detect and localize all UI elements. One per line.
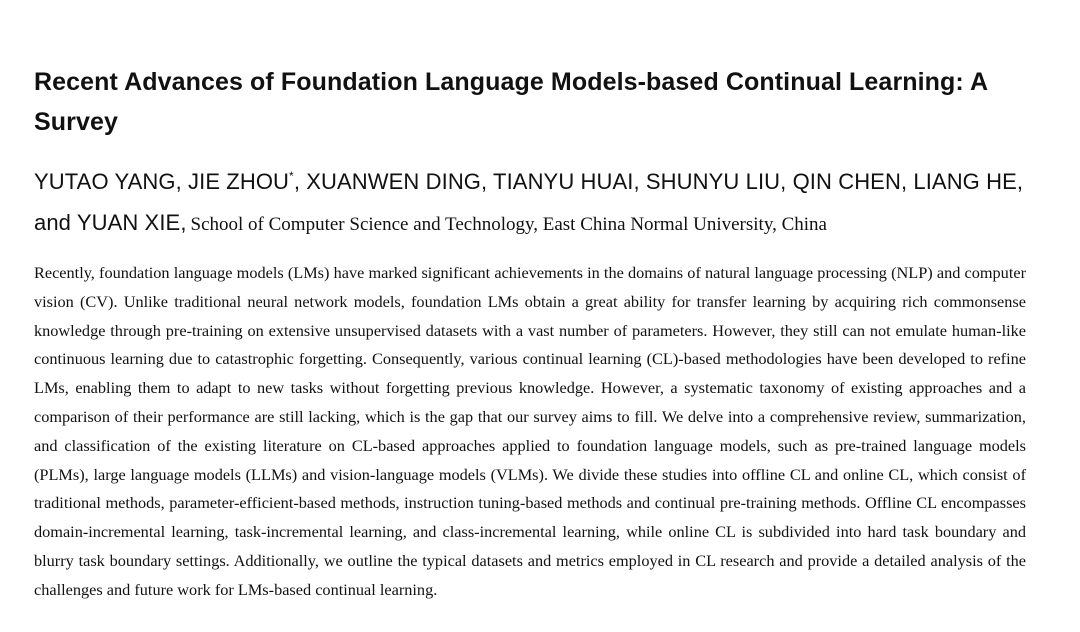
paper-header bbox=[34, 62, 1026, 605]
corresponding-author-mark: * bbox=[289, 169, 294, 183]
affiliation: School of Computer Science and Technology, East China Normal University, China bbox=[190, 214, 827, 235]
author-names-part-2: , XUANWEN DING, TIANYU HUAI, SHUNYU LIU, QIN CHEN, LIANG HE, and YUAN XIE, bbox=[34, 169, 1024, 235]
paper-title: Recent Advances of Foundation Language Models-based Continual Learning: A Survey bbox=[34, 68, 988, 136]
author-affiliation-block bbox=[34, 163, 1026, 245]
abstract-text: Recently, foundation language models (LMs) have marked significant achievements in the domains of natural language processing (NLP) and computer vision (CV). Unlike traditional neural network models, foundation LMs obtain a great ability for transfer learning by acquiring rich commonsense knowledge through pre-training on extensive unsupervised datasets with a vast number of parameters. However, they still can not emulate human-like continuous learning due to catastrophic forgetting. Consequently, various continual learning (CL)-based methodologies have been developed to refine LMs, enabling them to adapt to new tasks without forgetting previous knowledge. However, a systematic taxonomy of existing approaches and a comparison of their performance are still lacking, which is the gap that our survey aims to fill. We delve into a comprehensive review, summarization, and classification of the existing literature on CL-based approaches applied to foundation language models, such as pre-trained language models (PLMs), large language models (LLMs) and vision-language models (VLMs). We divide these studies into offline CL and online CL, which consist of traditional methods, parameter-efficient-based methods, instruction tuning-based methods and continual pre-training methods. Offline CL encompasses domain-incremental learning, task-incremental learning, and class-incremental learning, while online CL is subdivided into hard task boundary and blurry task boundary settings. Additionally, we outline the typical datasets and metrics employed in CL research and provide a detailed analysis of the challenges and future work for LMs-based continual learning. bbox=[34, 263, 1026, 599]
author-names-part-1: YUTAO YANG, JIE ZHOU bbox=[34, 169, 290, 194]
